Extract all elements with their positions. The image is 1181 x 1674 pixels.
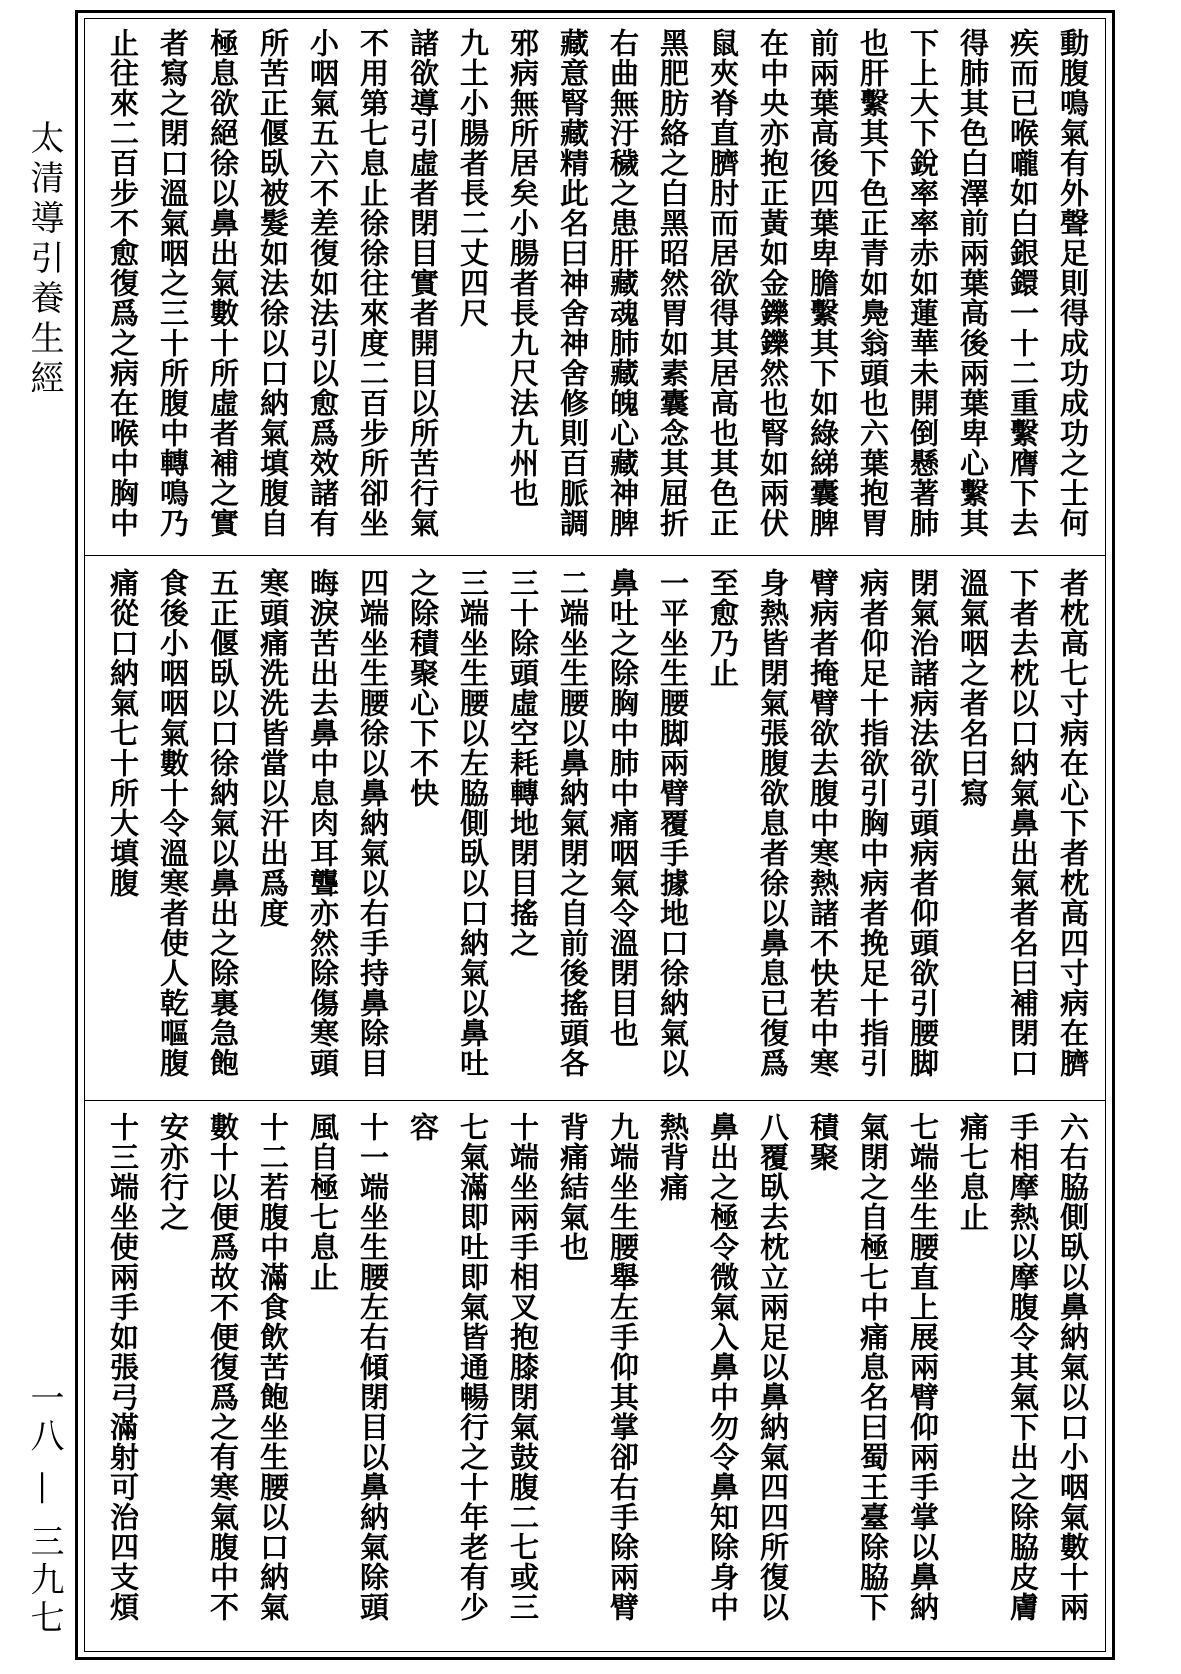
text-column: 鼻出之極令微氣入鼻中勿令鼻知除身中 (706, 1112, 740, 1622)
text-column: 藏意腎藏精此名曰神舍神舍修則百脈調 (556, 28, 590, 538)
text-column: 前兩葉高後四葉卑膽繫其下如綠綈囊脾 (806, 28, 840, 538)
text-column: 小咽氣五六不差復如法引以愈爲效諸有 (306, 28, 340, 538)
text-column: 熱背痛 (656, 1112, 690, 1202)
text-column: 晦淚苦出去鼻中息肉耳聾亦然除傷寒頭 (306, 568, 340, 1078)
text-column: 諸欲導引虛者閉目實者開目以所苦行氣 (406, 28, 440, 538)
panel-divider-1 (84, 555, 1106, 556)
text-column: 動腹鳴氣有外聲足則得成功成功之士何 (1056, 28, 1090, 538)
text-column: 得肺其色白澤前兩葉高後兩葉卑心繫其 (956, 28, 990, 538)
text-column: 閉氣治諸病法欲引頭病者仰頭欲引腰脚 (906, 568, 940, 1078)
text-column: 下者去枕以口納氣鼻出氣者名曰補閉口 (1006, 568, 1040, 1078)
text-column: 病者仰足十指欲引胸中病者挽足十指引 (856, 568, 890, 1078)
side-page-number: 一八 — 三九七 (24, 1380, 64, 1638)
text-column: 十二若腹中滿食飲苦飽坐生腰以口納氣 (256, 1112, 290, 1622)
text-column: 六右脇側臥以鼻納氣以口小咽氣數十兩 (1056, 1112, 1090, 1622)
text-column: 痛從口納氣七十所大填腹 (106, 568, 140, 898)
text-column: 三端坐生腰以左脇側臥以口納氣以鼻吐 (456, 568, 490, 1078)
text-column: 八覆臥去枕立兩足以鼻納氣四四所復以 (756, 1112, 790, 1622)
text-column: 極息欲絕徐以鼻出氣數十所虛者補之實 (206, 28, 240, 538)
text-column: 不用第七息止徐徐往來度二百步所卻坐 (356, 28, 390, 538)
text-column: 右曲無汙穢之患肝藏魂肺藏魄心藏神脾 (606, 28, 640, 538)
text-column: 九土小腸者長二丈四尺 (456, 28, 490, 328)
text-column: 之除積聚心下不快 (406, 568, 440, 808)
text-column: 者寫之閉口溫氣咽之三十所腹中轉鳴乃 (156, 28, 190, 538)
text-column: 食後小咽咽氣數十令溫寒者使人乾嘔腹 (156, 568, 190, 1078)
text-column: 寒頭痛洗洗皆當以汗出爲度 (256, 568, 290, 928)
text-column: 者枕高七寸病在心下者枕高四寸病在臍 (1056, 568, 1090, 1078)
text-column: 九端坐生腰舉左手仰其掌卻右手除兩臂 (606, 1112, 640, 1622)
text-column: 臂病者掩臂欲去腹中寒熱諸不快若中寒 (806, 568, 840, 1078)
side-title: 太清導引養生經 (24, 120, 64, 400)
text-column: 十一端坐生腰左右傾閉目以鼻納氣除頭 (356, 1112, 390, 1622)
text-column: 鼻吐之除胸中肺中痛咽氣令溫閉目也 (606, 568, 640, 1048)
text-column: 容 (406, 1112, 440, 1142)
text-column: 身熱皆閉氣張腹欲息者徐以鼻息已復爲 (756, 568, 790, 1078)
text-column: 五正偃臥以口徐納氣以鼻出之除裏急飽 (206, 568, 240, 1078)
text-column: 十端坐兩手相叉抱膝閉氣鼓腹二七或三 (506, 1112, 540, 1622)
text-column: 氣閉之自極七中痛息名曰蜀王臺除脇下 (856, 1112, 890, 1622)
text-column: 數十以便爲故不便復爲之有寒氣腹中不 (206, 1112, 240, 1622)
text-column: 在中央亦抱正黃如金鑠鑠然也腎如兩伏 (756, 28, 790, 538)
text-column: 背痛結氣也 (556, 1112, 590, 1262)
text-column: 一平坐生腰脚兩臂覆手據地口徐納氣以 (656, 568, 690, 1078)
text-column: 至愈乃止 (706, 568, 740, 688)
text-column: 風自極七息止 (306, 1112, 340, 1292)
text-column: 黑肥肪絡之白黑昭然胃如素囊念其屈折 (656, 28, 690, 538)
text-column: 疾而已喉嚨如白銀鐶一十二重繫膺下去 (1006, 28, 1040, 538)
text-column: 七端坐生腰直上展兩臂仰兩手掌以鼻納 (906, 1112, 940, 1622)
text-column: 三十除頭虛空耗轉地閉目搖之 (506, 568, 540, 958)
text-column: 二端坐生腰以鼻納氣閉之自前後搖頭各 (556, 568, 590, 1078)
text-column: 安亦行之 (156, 1112, 190, 1232)
text-column: 痛七息止 (956, 1112, 990, 1232)
text-panel-top (92, 28, 1098, 548)
text-column: 七氣滿即吐即氣皆通暢行之十年老有少 (456, 1112, 490, 1622)
text-column: 也肝繫其下色正青如鳧翁頭也六葉抱胃 (856, 28, 890, 538)
text-column: 所苦正偃臥被髮如法徐以口納氣填腹自 (256, 28, 290, 538)
text-column: 積聚 (806, 1112, 840, 1172)
text-panel-bottom (92, 1112, 1098, 1642)
text-column: 手相摩熱以摩腹令其氣下出之除脇皮膚 (1006, 1112, 1040, 1622)
text-column: 鼠夾脊直臍肘而居欲得其居高也其色正 (706, 28, 740, 538)
text-column: 邪病無所居矣小腸者長九尺法九州也 (506, 28, 540, 508)
text-column: 十三端坐使兩手如張弓滿射可治四支煩 (106, 1112, 140, 1622)
text-column: 四端坐生腰徐以鼻納氣以右手持鼻除目 (356, 568, 390, 1078)
panel-divider-2 (84, 1100, 1106, 1101)
text-column: 下上大下銳率率赤如蓮華未開倒懸著肺 (906, 28, 940, 538)
text-panel-middle (92, 568, 1098, 1088)
text-column: 止往來二百步不愈復爲之病在喉中胸中 (106, 28, 140, 538)
text-column: 溫氣咽之者名曰寫 (956, 568, 990, 808)
